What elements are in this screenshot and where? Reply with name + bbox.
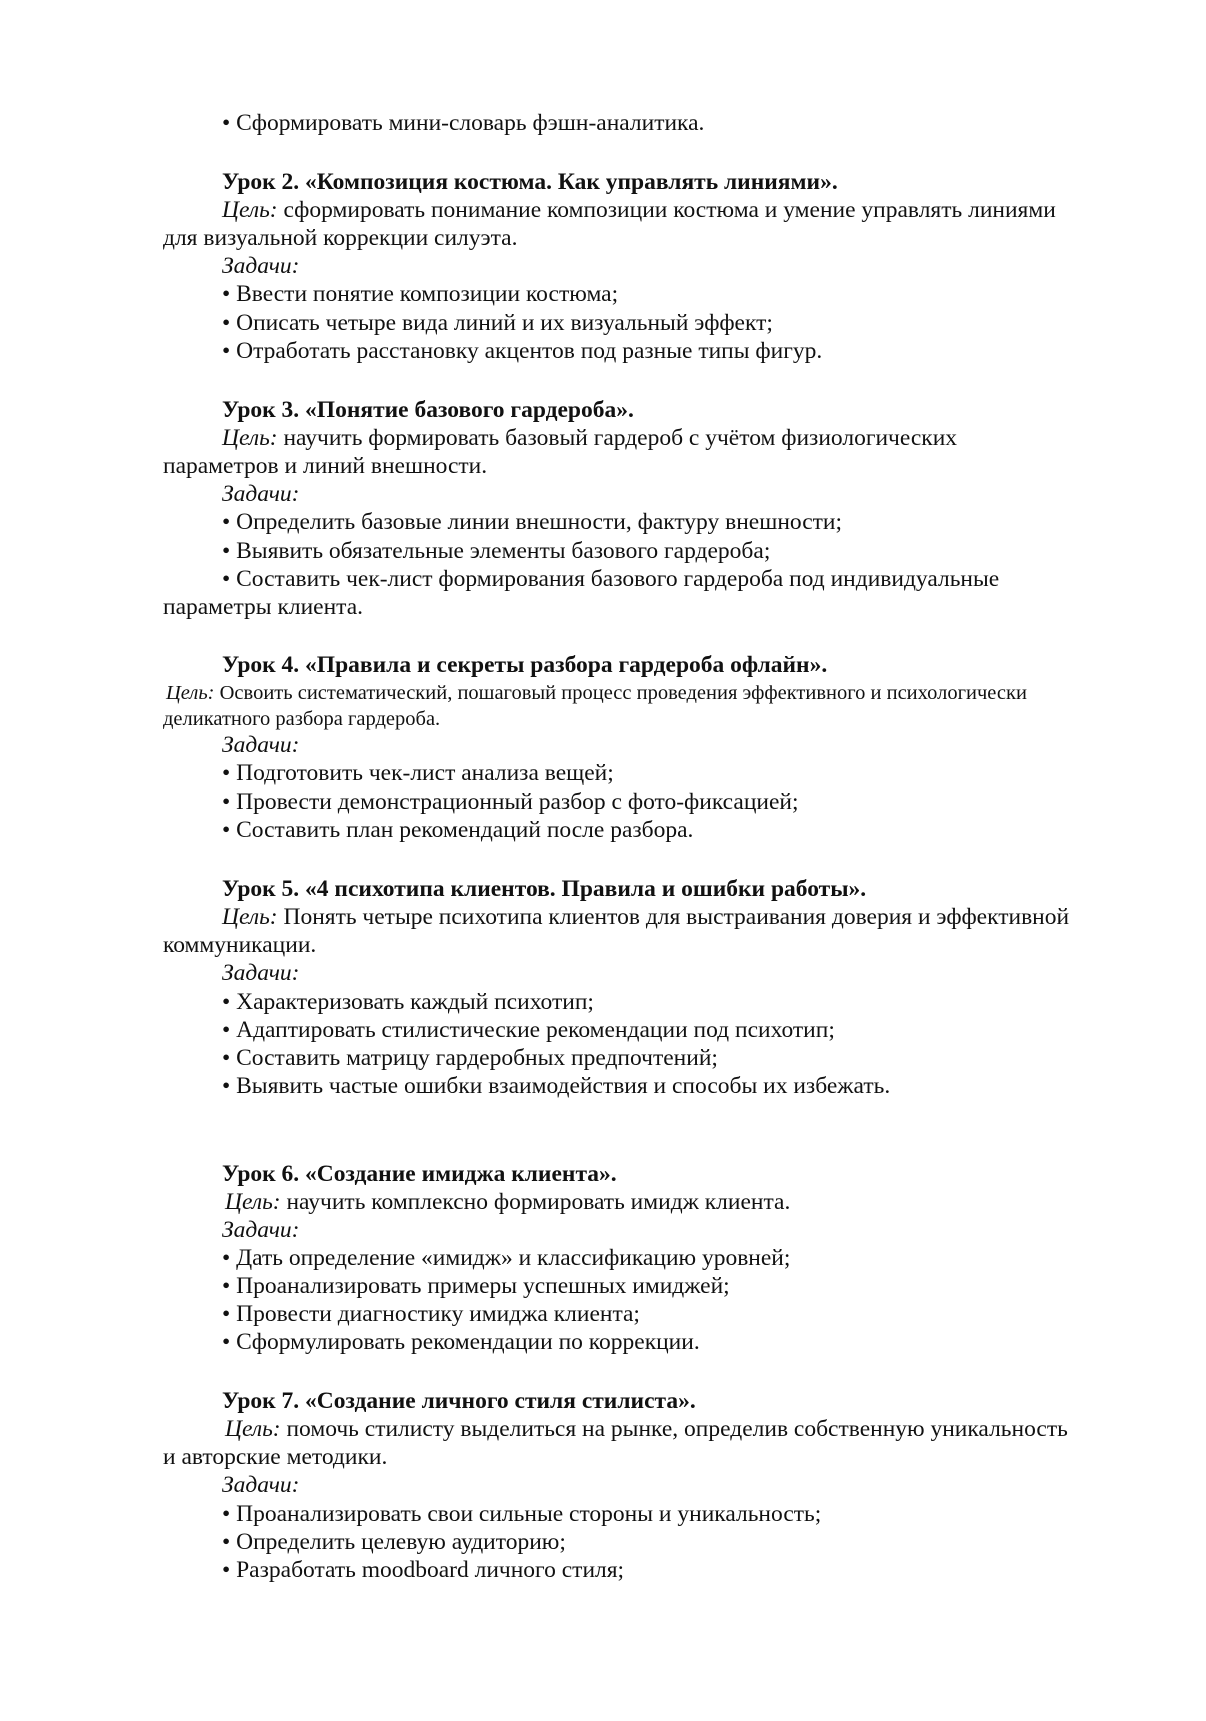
lesson-5-tasks-label: Задачи: — [222, 960, 300, 986]
lesson-7-goal-cont: и авторские методики. — [163, 1444, 388, 1470]
intro-bullet: • Сформировать мини-словарь фэшн-аналитика. — [222, 110, 705, 136]
lesson-3-task: • Определить базовые линии внешности, фактуру внешности; — [222, 509, 843, 535]
lesson-6-task: • Дать определение «имидж» и классификацию уровней; — [222, 1245, 791, 1271]
lesson-5-task: • Характеризовать каждый психотип; — [222, 989, 594, 1015]
goal-label: Цель: — [222, 425, 278, 451]
lesson-5-task: • Составить матрицу гардеробных предпочтений; — [222, 1045, 718, 1071]
lesson-4-goal-cont: деликатного разбора гардероба. — [163, 708, 441, 730]
lesson-3-goal-cont: параметров и линий внешности. — [163, 453, 488, 479]
lesson-6-tasks-label: Задачи: — [222, 1217, 300, 1243]
lesson-6-title: Урок 6. «Создание имиджа клиента». — [222, 1161, 617, 1187]
lesson-2-tasks-label: Задачи: — [222, 253, 300, 279]
lesson-2-title: Урок 2. «Композиция костюма. Как управлять линиями». — [222, 169, 838, 195]
lesson-3-task: • Выявить обязательные элементы базового гардероба; — [222, 538, 771, 564]
lesson-7-title: Урок 7. «Создание личного стиля стилиста». — [222, 1388, 696, 1414]
lesson-2-task: • Отработать расстановку акцентов под разные типы фигур. — [222, 338, 823, 364]
lesson-7-task: • Разработать moodboard личного стиля; — [222, 1557, 625, 1583]
lesson-3-title: Урок 3. «Понятие базового гардероба». — [222, 397, 634, 423]
lesson-2-task: • Ввести понятие композиции костюма; — [222, 281, 619, 307]
lesson-5-task: • Адаптировать стилистические рекомендации под психотип; — [222, 1017, 835, 1043]
lesson-6-goal — [225, 1188, 790, 1217]
lesson-4-goal — [166, 679, 1027, 708]
lesson-4-task: • Составить план рекомендаций после разбора. — [222, 817, 694, 843]
lesson-3-tasks-label: Задачи: — [222, 481, 300, 507]
lesson-4-title: Урок 4. «Правила и секреты разбора гардероба офлайн». — [222, 652, 828, 678]
goal-label: Цель: — [225, 1416, 281, 1442]
lesson-5-goal-cont: коммуникации. — [163, 932, 317, 958]
lesson-6-task: • Сформулировать рекомендации по коррекции. — [222, 1329, 700, 1355]
lesson-6-goal-text: научить комплексно формировать имидж клиента. — [280, 1189, 791, 1215]
lesson-7-goal-text: помочь стилисту выделиться на рынке, определив собственную уникальность — [280, 1416, 1068, 1442]
goal-label: Цель: — [222, 904, 278, 930]
lesson-4-tasks-label: Задачи: — [222, 732, 300, 758]
lesson-7-goal — [225, 1415, 1068, 1444]
lesson-5-goal — [222, 903, 1069, 932]
lesson-4-goal-text: Освоить систематический, пошаговый процесс проведения эффективного и психологически — [214, 682, 1027, 704]
lesson-2-goal-text: сформировать понимание композиции костюма и умение управлять линиями — [277, 197, 1056, 223]
lesson-7-task: • Проанализировать свои сильные стороны и уникальность; — [222, 1501, 822, 1527]
lesson-2-goal-cont: для визуальной коррекции силуэта. — [163, 225, 518, 251]
lesson-4-task: • Подготовить чек-лист анализа вещей; — [222, 760, 614, 786]
lesson-4-task: • Провести демонстрационный разбор с фото-фиксацией; — [222, 789, 799, 815]
lesson-5-title: Урок 5. «4 психотипа клиентов. Правила и ошибки работы». — [222, 876, 867, 902]
goal-label: Цель: — [225, 1189, 281, 1215]
lesson-5-task: • Выявить частые ошибки взаимодействия и способы их избежать. — [222, 1073, 891, 1099]
lesson-3-task: • Составить чек-лист формирования базового гардероба под индивидуальные — [222, 566, 1000, 592]
lesson-7-task: • Определить целевую аудиторию; — [222, 1529, 566, 1555]
goal-label: Цель: — [222, 197, 278, 223]
lesson-7-tasks-label: Задачи: — [222, 1472, 300, 1498]
lesson-2-goal — [222, 196, 1056, 225]
lesson-3-task-cont: параметры клиента. — [163, 594, 364, 620]
goal-label: Цель: — [166, 682, 215, 704]
lesson-3-goal — [222, 424, 957, 453]
lesson-6-task: • Проанализировать примеры успешных имиджей; — [222, 1273, 730, 1299]
lesson-3-goal-text: научить формировать базовый гардероб с учётом физиологических — [277, 425, 958, 451]
lesson-6-task: • Провести диагностику имиджа клиента; — [222, 1301, 640, 1327]
lesson-5-goal-text: Понять четыре психотипа клиентов для выстраивания доверия и эффективной — [277, 904, 1070, 930]
lesson-2-task: • Описать четыре вида линий и их визуальный эффект; — [222, 310, 773, 336]
